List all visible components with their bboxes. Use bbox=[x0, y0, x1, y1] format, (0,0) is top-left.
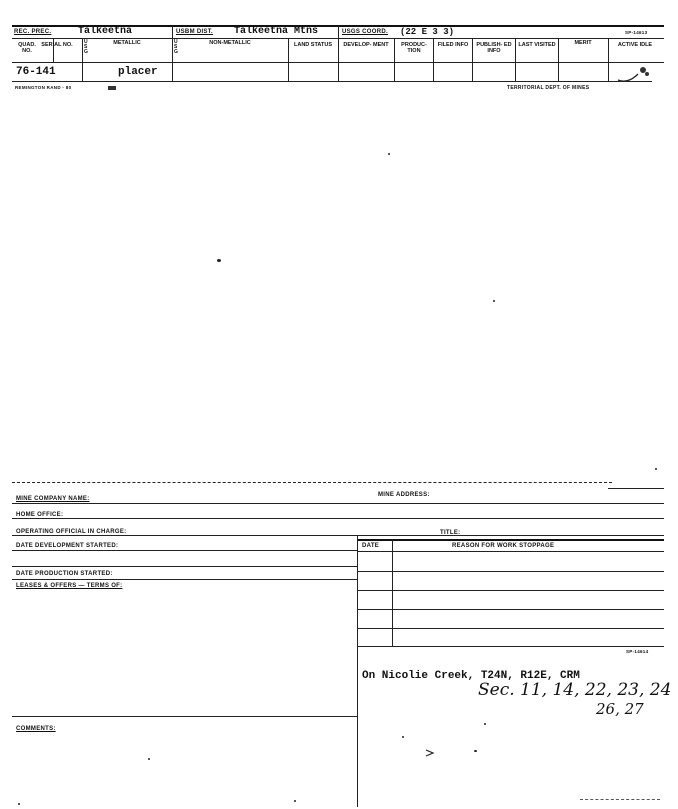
stray-mark bbox=[388, 153, 390, 155]
title-label: TITLE: bbox=[440, 530, 461, 536]
date-production-label: DATE PRODUCTION STARTED: bbox=[16, 571, 113, 577]
col-filed-info: FILED INFO bbox=[437, 42, 469, 48]
sections-handwritten-2: 26, 27 bbox=[596, 700, 644, 718]
rec-prec-label: REC. PREC. bbox=[14, 29, 52, 35]
stray-mark bbox=[484, 723, 486, 725]
usgs-coord-value: (22 E 3 3) bbox=[400, 27, 455, 37]
bottom-scribble bbox=[580, 799, 660, 800]
col-active-idle: ACTIVE IDLE bbox=[617, 42, 653, 48]
col-metallic: METALLIC bbox=[113, 40, 141, 46]
col-merit: MERIT bbox=[574, 40, 592, 46]
quad-value: 76-141 bbox=[16, 66, 56, 78]
col-development: DEVELOP- MENT bbox=[343, 42, 389, 48]
col-quad-no: QUAD. NO. bbox=[18, 42, 36, 54]
stray-mark bbox=[294, 800, 296, 802]
stray-mark bbox=[493, 300, 495, 302]
stray-mark bbox=[148, 758, 150, 760]
footer-right: TERRITORIAL DEPT. OF MINES bbox=[507, 85, 590, 91]
operating-official-label: OPERATING OFFICIAL IN CHARGE: bbox=[16, 529, 127, 535]
home-office-label: HOME OFFICE: bbox=[16, 512, 64, 518]
sections-handwritten-1: Sec. 11, 14, 22, 23, 24 bbox=[478, 680, 672, 700]
usbm-dist-label: USBM DIST. bbox=[176, 29, 214, 35]
stray-mark bbox=[18, 803, 20, 805]
comments-label: COMMENTS: bbox=[16, 726, 56, 732]
form-number-2: SP-14614 bbox=[626, 649, 649, 654]
reason-column-header: REASON FOR WORK STOPPAGE bbox=[452, 543, 555, 549]
stray-mark bbox=[402, 736, 404, 738]
date-column-header: DATE bbox=[362, 543, 380, 549]
usbm-dist-value: Talkeetna Mtns bbox=[234, 26, 319, 37]
mine-company-name-label: MINE COMPANY NAME: bbox=[16, 496, 90, 502]
col-production: PRODUC- TION bbox=[401, 42, 427, 54]
col-serial-no: SERIAL NO. bbox=[41, 42, 73, 48]
col-non-metallic: NON-METALLIC bbox=[209, 40, 251, 46]
form-number: SP-14613 bbox=[625, 30, 648, 35]
punch-mark-icon bbox=[616, 62, 656, 84]
mine-address-label: MINE ADDRESS: bbox=[378, 492, 430, 498]
rec-prec-value: Talkeetna bbox=[78, 26, 133, 37]
col-usg-2: U S G bbox=[174, 39, 178, 55]
stray-mark bbox=[217, 259, 221, 262]
stray-mark bbox=[474, 750, 477, 752]
date-development-label: DATE DEVELOPMENT STARTED: bbox=[16, 543, 119, 549]
col-published-info: PUBLISH- ED INFO bbox=[476, 42, 512, 54]
stray-mark bbox=[655, 468, 657, 470]
col-last-visited: LAST VISITED bbox=[518, 42, 556, 48]
footer-left: REMINGTON RAND - 80 bbox=[15, 85, 72, 90]
leases-offers-label: LEASES & OFFERS — TERMS OF: bbox=[16, 583, 123, 589]
arrow-mark-icon bbox=[424, 748, 438, 758]
col-usg: U S G bbox=[84, 39, 88, 55]
footer-ink-mark bbox=[108, 86, 116, 90]
metallic-value: placer bbox=[118, 66, 158, 78]
usgs-coord-label: USGS COORD. bbox=[342, 29, 388, 35]
col-land-status: LAND STATUS bbox=[294, 42, 332, 48]
location-typed: On Nicolie Creek, T24N, R12E, CRM bbox=[362, 670, 580, 682]
